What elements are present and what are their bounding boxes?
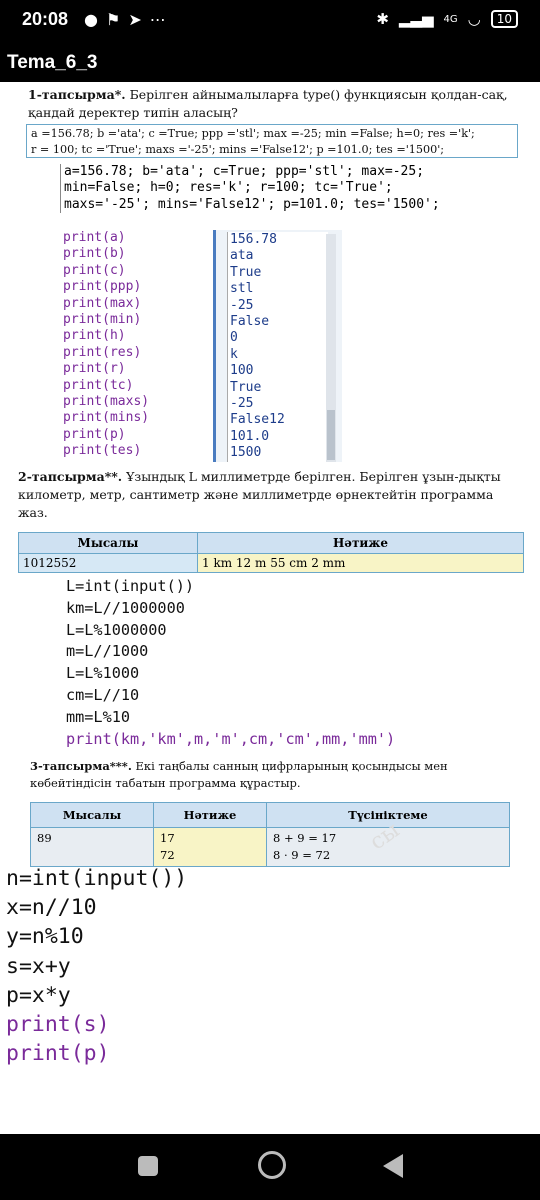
back-button[interactable] — [383, 1154, 403, 1178]
code-line: x=n//10 — [6, 895, 97, 921]
print-line: print(tes) — [63, 443, 142, 459]
note-value: 8 · 9 = 72 — [273, 848, 331, 862]
table-header: Нәтиже — [198, 533, 524, 554]
code-line: print(km,'km',m,'m',cm,'cm',mm,'mm') — [66, 729, 396, 748]
print-line: print(r) — [63, 361, 126, 377]
variables-line: r = 100; tc ='True'; maxs ='-25'; mins ='False12'; p =101.0; tes ='1500'; — [31, 143, 445, 156]
output-line: 100 — [230, 363, 254, 379]
task1-code-block — [60, 164, 529, 213]
code-line: print(p) — [6, 1041, 110, 1067]
task2-table — [18, 532, 524, 573]
print-line: print(tc) — [63, 377, 134, 393]
code-line: print(s) — [6, 1012, 110, 1038]
output-line: 0 — [230, 330, 238, 346]
code-line: a=156.78; b='ata'; c=True; ppp='stl'; max=-25; — [64, 164, 425, 179]
code-line: y=n%10 — [6, 924, 84, 950]
print-line: print(a) — [63, 230, 126, 245]
user-location-icon: ⚑ — [105, 10, 121, 29]
output-line: False — [230, 314, 270, 330]
output-scrollbar-thumb[interactable] — [327, 410, 335, 460]
navigation-bar — [0, 1134, 540, 1200]
recent-apps-button[interactable] — [138, 1156, 158, 1176]
more-notifications-icon: ⋯ — [149, 10, 166, 29]
home-button[interactable] — [258, 1151, 286, 1179]
output-line: -25 — [230, 297, 254, 313]
table-header: Мысалы — [31, 803, 154, 828]
table-header: Нәтиже — [154, 803, 267, 828]
output-line: False12 — [230, 412, 285, 428]
print-line: print(b) — [63, 246, 126, 262]
wifi-icon: ◡ — [467, 10, 481, 28]
print-line: print(p) — [63, 426, 126, 442]
signal-icon: ▂▃▅ — [398, 10, 434, 28]
code-line: L=int(input()) — [66, 577, 195, 595]
code-line: maxs='-25'; mins='False12'; p=101.0; tes='1500'; — [64, 196, 440, 212]
code-line: min=False; h=0; res='k'; r=100; tc='True'; — [64, 180, 393, 196]
task3-table — [30, 802, 510, 867]
output-line: stl — [230, 281, 254, 297]
telegram-icon: ➤ — [128, 10, 142, 29]
document-page[interactable] — [0, 82, 540, 1134]
output-line: True — [230, 379, 262, 395]
table-cell — [154, 828, 267, 867]
output-line: -25 — [230, 396, 254, 412]
result-value: 17 — [160, 831, 175, 845]
table-cell: 89 — [31, 828, 154, 867]
table-cell: 1012552 — [19, 554, 198, 573]
print-line: print(mins) — [63, 410, 150, 426]
task3-description: Екі таңбалы санның цифрларының қосындысы мен көбейтіндісін табатын программа құрастыр. — [30, 759, 448, 790]
status-time: 20:08 — [22, 9, 69, 29]
output-line: 156.78 — [230, 232, 277, 247]
task1-print-statements — [63, 230, 149, 460]
status-bar — [0, 0, 540, 44]
result-value: 72 — [160, 848, 175, 862]
battery-icon: 10 — [491, 10, 518, 28]
code-line: cm=L//10 — [66, 685, 140, 704]
output-line: ata — [230, 248, 254, 264]
output-line: k — [230, 346, 238, 362]
print-line: print(c) — [63, 262, 126, 278]
task1-output-values — [227, 232, 328, 462]
print-line: print(h) — [63, 328, 126, 344]
document-title: Tema_6_3 — [7, 52, 98, 73]
code-line: s=x+y — [6, 953, 71, 979]
code-line: L=L%1000000 — [66, 620, 167, 639]
output-line: 1500 — [230, 445, 262, 461]
code-line: L=L%1000 — [66, 664, 140, 683]
task3-text — [30, 758, 525, 792]
task1-description: Берілген айнымалыларға type() функциясын қолдан-сақ, қандай деректер типін аласың? — [28, 87, 508, 120]
code-line: km=L//1000000 — [66, 598, 185, 617]
task2-text — [18, 468, 523, 522]
task3-code-block — [6, 864, 187, 1068]
watermark-text: сы — [365, 817, 405, 856]
code-line: n=int(input()) — [6, 866, 188, 891]
note-value: 8 + 9 = 17 — [273, 831, 337, 845]
task2-code-block — [66, 576, 395, 750]
task3-heading: 3-тапсырма***. — [30, 759, 132, 773]
table-header: Түсініктеме — [267, 803, 510, 828]
bluetooth-icon: ✱ — [376, 10, 389, 28]
print-line: print(max) — [63, 295, 142, 311]
network-type: 4G — [443, 13, 458, 25]
task1-text — [28, 86, 523, 122]
print-line: print(ppp) — [63, 279, 142, 295]
chat-notification-icon: ● — [84, 10, 98, 29]
code-line: mm=L%10 — [66, 707, 131, 726]
print-line: print(min) — [63, 312, 142, 328]
output-line: 101.0 — [230, 428, 270, 444]
output-line: True — [230, 264, 262, 280]
print-line: print(res) — [63, 344, 142, 360]
print-line: print(maxs) — [63, 394, 150, 410]
code-line: p=x*y — [6, 982, 71, 1008]
task1-variables-box — [26, 124, 518, 158]
app-title-bar — [0, 44, 540, 84]
code-line: m=L//1000 — [66, 642, 149, 661]
table-cell: 1 km 12 m 55 cm 2 mm — [198, 554, 524, 573]
table-header: Мысалы — [19, 533, 198, 554]
task1-heading: 1-тапсырма*. — [28, 87, 126, 102]
variables-line: a =156.78; b ='ata'; c =True; ppp ='stl'; max =-25; min =False; h=0; res ='k'; — [31, 127, 475, 140]
task2-description: Ұзындық L миллиметрде берілген. Берілген ұзын-дықты километр, метр, сантиметр және миллиметрде өрнектейтін программа жаз. — [18, 469, 501, 520]
task2-heading: 2-тапсырма**. — [18, 469, 123, 484]
